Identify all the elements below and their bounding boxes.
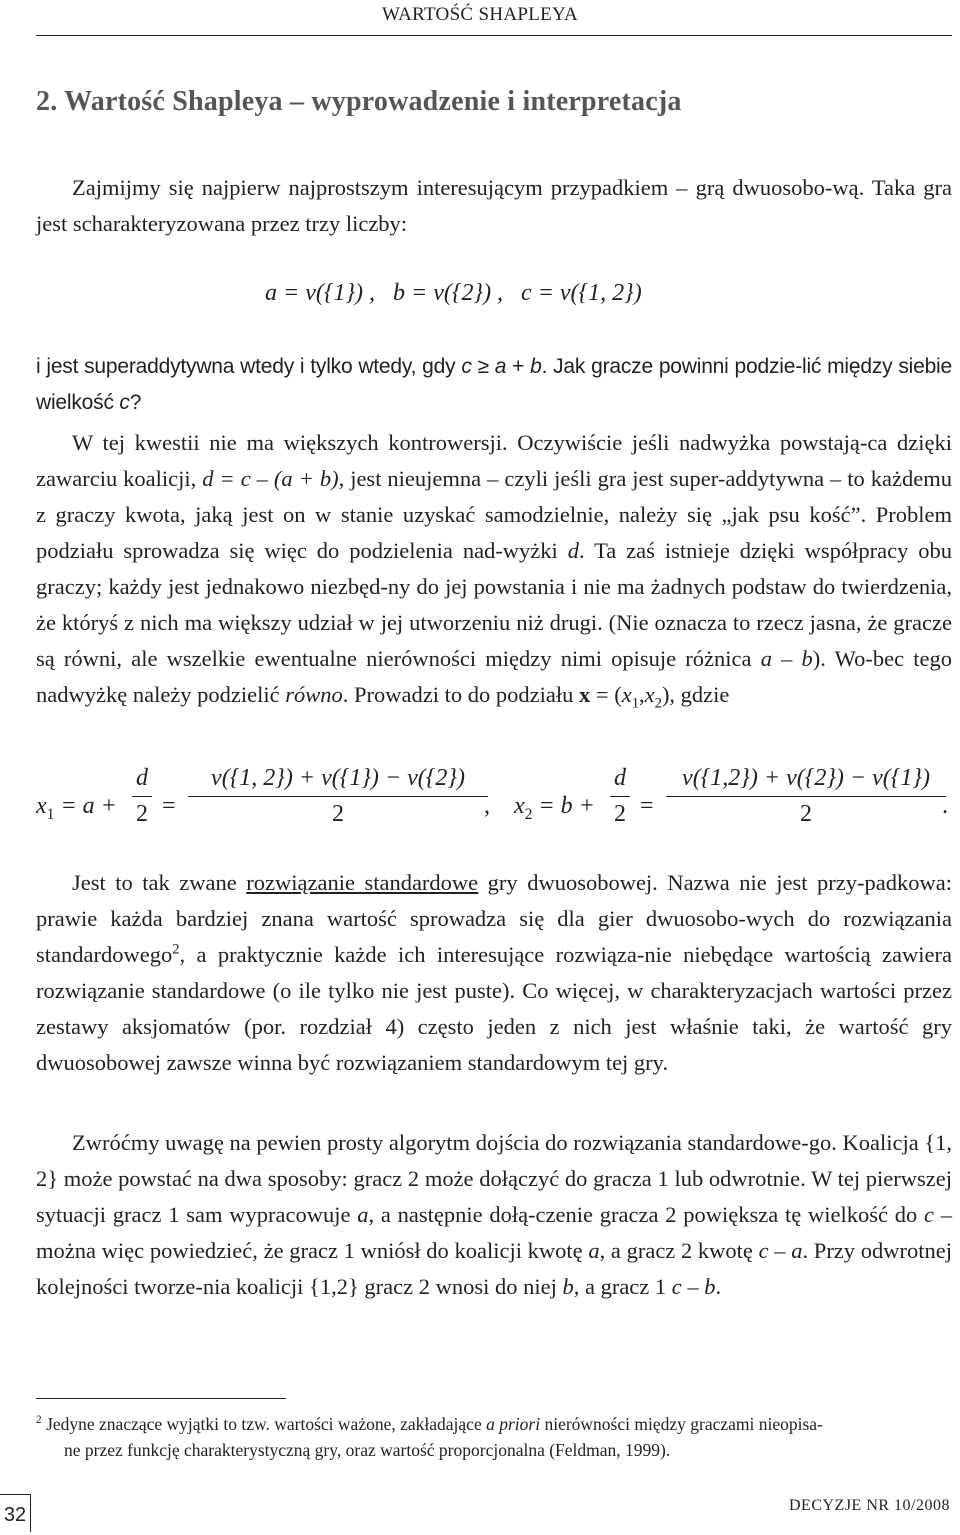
text: i jest superaddytywna wtedy i tylko wtedy, gdy (36, 355, 462, 378)
math-a: a (357, 1202, 369, 1227)
frac-den: 2 (136, 801, 148, 827)
section-title: 2. Wartość Shapleya – wyprowadzenie i interpretacja (36, 86, 682, 117)
frac-num: d (614, 765, 626, 791)
term-standard-solution: rozwiązanie standardowe (246, 870, 479, 895)
equation-abc (265, 280, 642, 307)
equation-abc-text: a = v({1}) , b = v({2}) , c = v({1, 2}) (265, 280, 642, 306)
math-surplus: d = c – (a + b) (202, 466, 339, 491)
text: Jedyne znaczące wyjątki to tzw. wartości ważone, zakładające (41, 1414, 487, 1434)
eq-sign: = (634, 793, 660, 819)
fraction-x1 (188, 765, 488, 828)
math-c-minus-b: c – b (671, 1274, 716, 1299)
sub: 2 (654, 695, 662, 712)
footnote-number: 2 (36, 1414, 42, 1427)
eq-x2-lhs (514, 793, 601, 823)
text: ? (129, 391, 142, 414)
journal-footer: DECYZJE NR 10/2008 (789, 1497, 950, 1514)
text: – można więc powiedzieć, że gracz 1 wniósł do koalicji kwotę (36, 1202, 952, 1263)
footnote-line-2: ne przez funkcję charakterystyczną gry, oraz wartość proporcjonalna (Feldman, 1999). (64, 1440, 671, 1460)
eq-x1-lhs (36, 793, 123, 823)
eq-separator: , (484, 793, 490, 819)
header-rule (36, 35, 952, 36)
emphasis-a-priori: a priori (486, 1414, 541, 1434)
math-x2: x (644, 682, 655, 707)
footnote (36, 1411, 952, 1463)
footnote-rule (36, 1398, 286, 1399)
text: ≥ (471, 355, 495, 378)
sub: 1 (631, 695, 639, 712)
page-number: 32 (0, 1494, 31, 1532)
running-header: WARTOŚĆ SHAPLEYA (382, 4, 578, 25)
eq-sign: = (156, 793, 182, 819)
math-c: c (119, 391, 130, 414)
text: . (715, 1274, 722, 1299)
sub: 2 (524, 805, 533, 823)
math-text: = b + (532, 793, 601, 819)
frac-bar (188, 796, 488, 797)
footnote-line-1 (36, 1414, 823, 1434)
math-c: c (461, 355, 472, 378)
frac-den: 2 (800, 801, 812, 827)
frac-num: v({1,2}) + v({2}) − v({1}) (682, 765, 930, 791)
math-ab: a – b (760, 646, 813, 671)
text: . Ta zaś istnieje dzięki współpracy obu graczy; każdy jest jednakowo niezbęd-ny do jej powstania i nie ma żadnych podstaw do twierdzenia, że któryś z nich ma większy udział w jej utworzeniu niż drugi. (Nie oznacza to rzecz jasna, że gracze są równi, ale wszelkie ewentualne nierówności między nimi opisuje różnica (36, 538, 952, 671)
text: , a gracz 1 (573, 1274, 672, 1299)
text: . Przy odwrotnej kolejności tworze-nia koalicji {1,2} gracz 2 wnosi do niej (36, 1238, 952, 1299)
frac-num: v({1, 2}) + v({1}) − v({2}) (211, 765, 465, 791)
emphasis-rowno: równo (285, 682, 343, 707)
eq-end: . (942, 793, 948, 819)
fraction-d-over-2 (610, 765, 630, 828)
text: Zwróćmy uwagę na pewien prosty algorytm dojścia do rozwiązania standardowe-go. Koalicja {1, 2} może powstać na dwa sposoby: gracz 2 może dołączyć do gracza 1 lub odwrotnie. W tej pierwszej sytuacji gracz 1 sam wypracowuje (36, 1130, 952, 1227)
text: , (639, 682, 645, 707)
math-x: x (36, 793, 47, 819)
frac-bar (666, 796, 946, 797)
text: ), gdzie (661, 682, 730, 707)
frac-den: 2 (332, 801, 344, 827)
math-x: x (514, 793, 525, 819)
math-b: b (562, 1274, 574, 1299)
text: , jest nieujemna – czyli jeśli gra jest super-addytywna – to każdemu z graczy kwota, jaką jest on w stanie uzyskać samodzielnie, należy się „jak psu kość”. Problem podziału sprowadza się więc do podzielenia nad-wyżki (36, 466, 952, 563)
text: W tej kwestii nie ma większych kontrowersji. Oczywiście jeśli nadwyżka powstają-ca dzięki zawarciu koalicji, (36, 430, 952, 491)
math-b: b (530, 355, 542, 378)
text: . Prowadzi to do podziału (342, 682, 579, 707)
text: ). Wo-bec tego nadwyżkę należy podzielić (36, 646, 953, 707)
math-a: a (588, 1238, 600, 1263)
frac-bar (132, 796, 152, 797)
text: . Jak gracze powinni podzie-lić między siebie wielkość (36, 355, 953, 414)
paragraph-superadditive (36, 349, 952, 421)
fraction-d-over-2 (132, 765, 152, 828)
footnote-ref[interactable]: 2 (172, 941, 180, 958)
frac-den: 2 (614, 801, 626, 827)
math-c-minus-a: c – a (758, 1238, 803, 1263)
math-a: a (494, 355, 507, 378)
fraction-x2 (666, 765, 946, 828)
text: = ( (590, 682, 622, 707)
math-d: d (567, 538, 579, 563)
paragraph-standard-solution (36, 865, 952, 1081)
text: , a następnie dołą-czenie gracza 2 powiększa tę wielkość do (368, 1202, 924, 1227)
paragraph-algorithm (36, 1125, 952, 1305)
text: gry dwuosobowej. Nazwa nie jest przy-padkowa: prawie każda bardziej znana wartość sprowadza się dla gier dwuosobo-wych do rozwiązania standardowego (36, 870, 953, 967)
equation-standard-solution (36, 765, 952, 855)
text: , a gracz 2 kwotę (599, 1238, 759, 1263)
frac-bar (610, 796, 630, 797)
text: + (506, 355, 531, 378)
math-x1: x (621, 682, 632, 707)
math-x-bold: x (579, 682, 591, 707)
text: Jest to tak zwane (72, 870, 247, 895)
text: , a praktycznie każde ich interesujące rozwiąza-nie niebędące wartością zawiera rozwiązanie standardowe (o ile tylko nie jest puste). Co więcej, w charakteryzacjach wartości przez zestawy aksjomatów (por. rozdział 4) często jeden z nich jest właśnie taki, że wartość gry dwuosobowej zawsze winna być rozwiązaniem standardowym tej gry. (36, 942, 952, 1075)
sub: 1 (46, 805, 55, 823)
paragraph-surplus (36, 425, 952, 713)
math-text: = a + (54, 793, 123, 819)
math-c: c (923, 1202, 934, 1227)
text: nierówności między graczami nieopisa- (540, 1414, 823, 1434)
paragraph-intro: Zajmijmy się najpierw najprostszym interesującym przypadkiem – grą dwuosobo-wą. Taka gra jest scharakteryzowana przez trzy liczby: (36, 175, 952, 236)
frac-num: d (136, 765, 148, 791)
